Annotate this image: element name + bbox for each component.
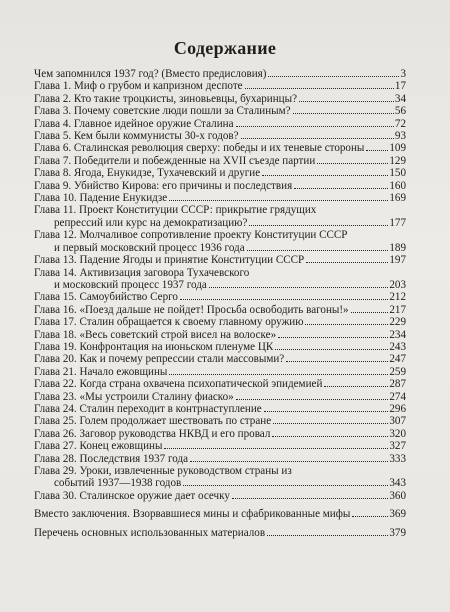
- toc-entry-text: Глава 7. Победители и побежденные на XVII съезде партии: [34, 154, 316, 167]
- toc-entry-text: Чем запомнился 1937 год? (Вместо предисловия): [34, 68, 267, 80]
- dot-leader: [286, 361, 388, 362]
- toc-entry-text: Глава 4. Главное идейное оружие Сталина: [34, 117, 234, 130]
- toc-entry-text: и московский процесс 1937 года: [54, 278, 207, 291]
- toc-entry-line: [34, 453, 406, 465]
- dot-leader: [190, 461, 388, 462]
- toc-entry: [34, 155, 406, 167]
- toc-page-number: 307: [389, 415, 406, 428]
- dot-leader: [351, 312, 389, 313]
- dot-leader: [241, 138, 394, 139]
- dot-leader: [294, 188, 388, 189]
- toc-entry-text: Глава 16. «Поезд дальше не пойдет! Просьба освободить вагоны!»: [34, 303, 349, 316]
- toc-entry-text: Глава 8. Ягода, Енукидзе, Тухачевский и другие: [34, 167, 261, 180]
- toc-entry-line: [34, 80, 406, 92]
- toc-page-number: 93: [394, 130, 406, 143]
- toc-entry-text: Глава 18. «Весь советский строй висел на волоске»: [34, 328, 277, 341]
- toc-entry-text: Глава 9. Убийство Кирова: его причины и последствия: [34, 179, 293, 192]
- toc-page-number: 197: [389, 254, 406, 267]
- toc-entry: [34, 465, 406, 490]
- dot-leader: [273, 423, 388, 424]
- dot-leader: [180, 299, 388, 300]
- dot-leader: [305, 324, 388, 325]
- toc-entry-text: Глава 23. «Мы устроили Сталину фиаско»: [34, 390, 234, 403]
- toc-page-number: 360: [389, 489, 406, 502]
- toc-entry: [34, 93, 406, 105]
- toc-entry-line: [34, 105, 406, 117]
- toc-page-number: 177: [389, 216, 406, 229]
- toc-entry-text: Глава 12. Молчаливое сопротивление проекту Конституции СССР: [34, 229, 348, 242]
- toc-entry: [34, 508, 406, 520]
- toc-entry-line: [34, 229, 406, 241]
- toc-entry-line: [34, 477, 406, 489]
- dot-leader: [275, 349, 388, 350]
- table-of-contents: [34, 68, 406, 539]
- toc-entry-text: Глава 15. Самоубийство Серго: [34, 291, 178, 304]
- toc-page-number: 343: [389, 477, 406, 490]
- toc-entry-line: [34, 291, 406, 303]
- dot-leader: [247, 250, 389, 251]
- toc-entry-line: [34, 428, 406, 440]
- toc-entry-text: Глава 28. Последствия 1937 года: [34, 452, 189, 465]
- dot-leader: [209, 287, 389, 288]
- toc-entry-line: [34, 440, 406, 452]
- toc-entry-text: событий 1937—1938 годов: [54, 477, 182, 490]
- toc-entry-text: Вместо заключения. Взорвавшиеся мины и сфабрикованные мифы: [34, 508, 351, 521]
- toc-entry-text: Глава 2. Кто такие троцкисты, зиновьевцы, бухаринцы?: [34, 92, 297, 105]
- toc-entry: [34, 105, 406, 117]
- toc-entry-text: Глава 25. Голем продолжает шествовать по стране: [34, 415, 272, 428]
- toc-entry-line: [34, 118, 406, 130]
- toc-page-number: 296: [389, 402, 406, 415]
- toc-page-number: 287: [389, 378, 406, 391]
- toc-page-number: 17: [394, 80, 406, 93]
- toc-entry-line: [34, 527, 406, 539]
- toc-entry: [34, 378, 406, 390]
- toc-page-number: 203: [389, 278, 406, 291]
- toc-entry-line: [34, 353, 406, 365]
- toc-entry: [34, 415, 406, 427]
- toc-entry-line: [34, 341, 406, 353]
- toc-entry-line: [34, 415, 406, 427]
- toc-page-number: 247: [389, 353, 406, 366]
- toc-page-number: 169: [389, 192, 406, 205]
- toc-page-number: 160: [389, 179, 406, 192]
- toc-entry: [34, 192, 406, 204]
- toc-entry-text: Глава 1. Миф о грубом и капризном деспоте: [34, 80, 243, 93]
- toc-entry-line: [34, 142, 406, 154]
- toc-entry: [34, 428, 406, 440]
- toc-entry-line: [34, 93, 406, 105]
- toc-entry-line: [34, 204, 406, 216]
- dot-leader: [268, 76, 399, 77]
- toc-entry-line: [34, 254, 406, 266]
- dot-leader: [232, 498, 388, 499]
- dot-leader: [169, 374, 388, 375]
- toc-entry-line: [34, 279, 406, 291]
- toc-entry-line: [34, 304, 406, 316]
- toc-entry-text: Глава 30. Сталинское оружие дает осечку: [34, 489, 230, 502]
- toc-entry: [34, 527, 406, 539]
- toc-entry-line: [34, 391, 406, 403]
- toc-entry-line: [34, 192, 406, 204]
- toc-entry: [34, 267, 406, 292]
- toc-entry-text: Глава 11. Проект Конституции СССР: прикрытие грядущих: [34, 204, 317, 217]
- toc-page-number: 189: [389, 241, 406, 254]
- toc-entry: [34, 68, 406, 80]
- toc-entry: [34, 204, 406, 229]
- toc-entry-line: [34, 68, 406, 80]
- toc-page-number: 369: [389, 508, 406, 521]
- toc-entry-text: Глава 24. Сталин переходит в контрнаступление: [34, 402, 262, 415]
- toc-entry-line: [34, 366, 406, 378]
- dot-leader: [278, 337, 388, 338]
- dot-leader: [245, 88, 394, 89]
- toc-entry: [34, 341, 406, 353]
- toc-entry-line: [34, 403, 406, 415]
- toc-entry-line: [34, 130, 406, 142]
- dot-leader: [299, 101, 394, 102]
- toc-entry-line: [34, 378, 406, 390]
- dot-leader: [366, 150, 388, 151]
- toc-entry: [34, 118, 406, 130]
- toc-page-number: 3: [400, 68, 406, 80]
- dot-leader: [249, 225, 388, 226]
- toc-entry: [34, 490, 406, 502]
- dot-leader: [272, 436, 388, 437]
- toc-page-number: 217: [389, 303, 406, 316]
- toc-entry: [34, 391, 406, 403]
- dot-leader: [317, 163, 388, 164]
- toc-page-number: 72: [394, 117, 406, 130]
- toc-entry: [34, 440, 406, 452]
- dot-leader: [183, 485, 388, 486]
- toc-entry-text: Глава 19. Конфронтация на июньском пленуме ЦК: [34, 340, 274, 353]
- toc-page-number: 34: [394, 92, 406, 105]
- toc-page-number: 150: [389, 167, 406, 180]
- dot-leader: [352, 516, 388, 517]
- toc-page-number: 129: [389, 154, 406, 167]
- toc-page-number: 379: [389, 526, 406, 539]
- toc-entry-line: [34, 316, 406, 328]
- toc-page-number: 212: [389, 291, 406, 304]
- toc-entry-line: [34, 155, 406, 167]
- toc-entry-text: Глава 5. Кем были коммунисты 30-х годов?: [34, 130, 239, 143]
- toc-entry: [34, 304, 406, 316]
- toc-entry: [34, 180, 406, 192]
- toc-entry-text: Глава 17. Сталин обращается к своему главному оружию: [34, 316, 304, 329]
- toc-entry-line: [34, 217, 406, 229]
- dot-leader: [236, 399, 389, 400]
- toc-entry-text: репрессий или курс на демократизацию?: [54, 216, 248, 229]
- toc-page-number: 274: [389, 390, 406, 403]
- toc-entry-text: Глава 27. Конец ежовщины: [34, 440, 163, 453]
- toc-page-number: 320: [389, 427, 406, 440]
- toc-entry: [34, 329, 406, 341]
- toc-entry: [34, 366, 406, 378]
- toc-page-number: 234: [389, 328, 406, 341]
- dot-leader: [164, 448, 388, 449]
- toc-entry: [34, 403, 406, 415]
- toc-entry-text: Глава 14. Активизация заговора Тухачевского: [34, 266, 250, 279]
- dot-leader: [236, 126, 394, 127]
- toc-entry-text: Глава 22. Когда страна охвачена психопатической эпидемией: [34, 378, 323, 391]
- dot-leader: [264, 411, 389, 412]
- toc-entry-text: Глава 6. Сталинская революция сверху: победы и их теневые стороны: [34, 142, 365, 155]
- toc-entry-text: Глава 21. Начало ежовщины: [34, 365, 168, 378]
- dot-leader: [262, 175, 388, 176]
- toc-entry: [34, 80, 406, 92]
- toc-entry-text: и первый московский процесс 1936 года: [54, 241, 245, 254]
- toc-entry-text: Глава 3. Почему советские люди пошли за Сталиным?: [34, 105, 291, 118]
- toc-entry: [34, 229, 406, 254]
- dot-leader: [293, 113, 394, 114]
- toc-entry-line: [34, 167, 406, 179]
- toc-page-number: 259: [389, 365, 406, 378]
- toc-page-number: 243: [389, 340, 406, 353]
- toc-entry-text: Перечень основных использованных материалов: [34, 526, 266, 539]
- toc-page-number: 56: [394, 105, 406, 118]
- toc-page-number: 109: [389, 142, 406, 155]
- dot-leader: [306, 262, 388, 263]
- toc-entry-text: Глава 20. Как и почему репрессии стали массовыми?: [34, 353, 285, 366]
- toc-entry-line: [34, 465, 406, 477]
- toc-entry-line: [34, 242, 406, 254]
- toc-entry-line: [34, 180, 406, 192]
- dot-leader: [324, 386, 388, 387]
- toc-page-number: 229: [389, 316, 406, 329]
- page-title: Содержание: [173, 38, 277, 58]
- toc-entry: [34, 353, 406, 365]
- toc-entry-text: Глава 10. Падение Енукидзе: [34, 192, 168, 205]
- toc-entry-line: [34, 508, 406, 520]
- dot-leader: [267, 535, 388, 536]
- toc-entry: [34, 142, 406, 154]
- toc-entry: [34, 254, 406, 266]
- toc-entry-line: [34, 267, 406, 279]
- toc-entry-text: Глава 13. Падение Ягоды и принятие Конституции СССР: [34, 254, 305, 267]
- toc-page-number: 333: [389, 452, 406, 465]
- toc-entry-line: [34, 490, 406, 502]
- toc-entry-line: [34, 329, 406, 341]
- toc-entry: [34, 316, 406, 328]
- toc-entry-text: Глава 26. Заговор руководства НКВД и его провал: [34, 427, 271, 440]
- dot-leader: [169, 200, 388, 201]
- toc-entry: [34, 291, 406, 303]
- toc-page-number: 327: [389, 440, 406, 453]
- toc-entry: [34, 453, 406, 465]
- toc-entry-text: Глава 29. Уроки, извлеченные руководством страны из: [34, 465, 292, 477]
- toc-entry: [34, 167, 406, 179]
- toc-entry: [34, 130, 406, 142]
